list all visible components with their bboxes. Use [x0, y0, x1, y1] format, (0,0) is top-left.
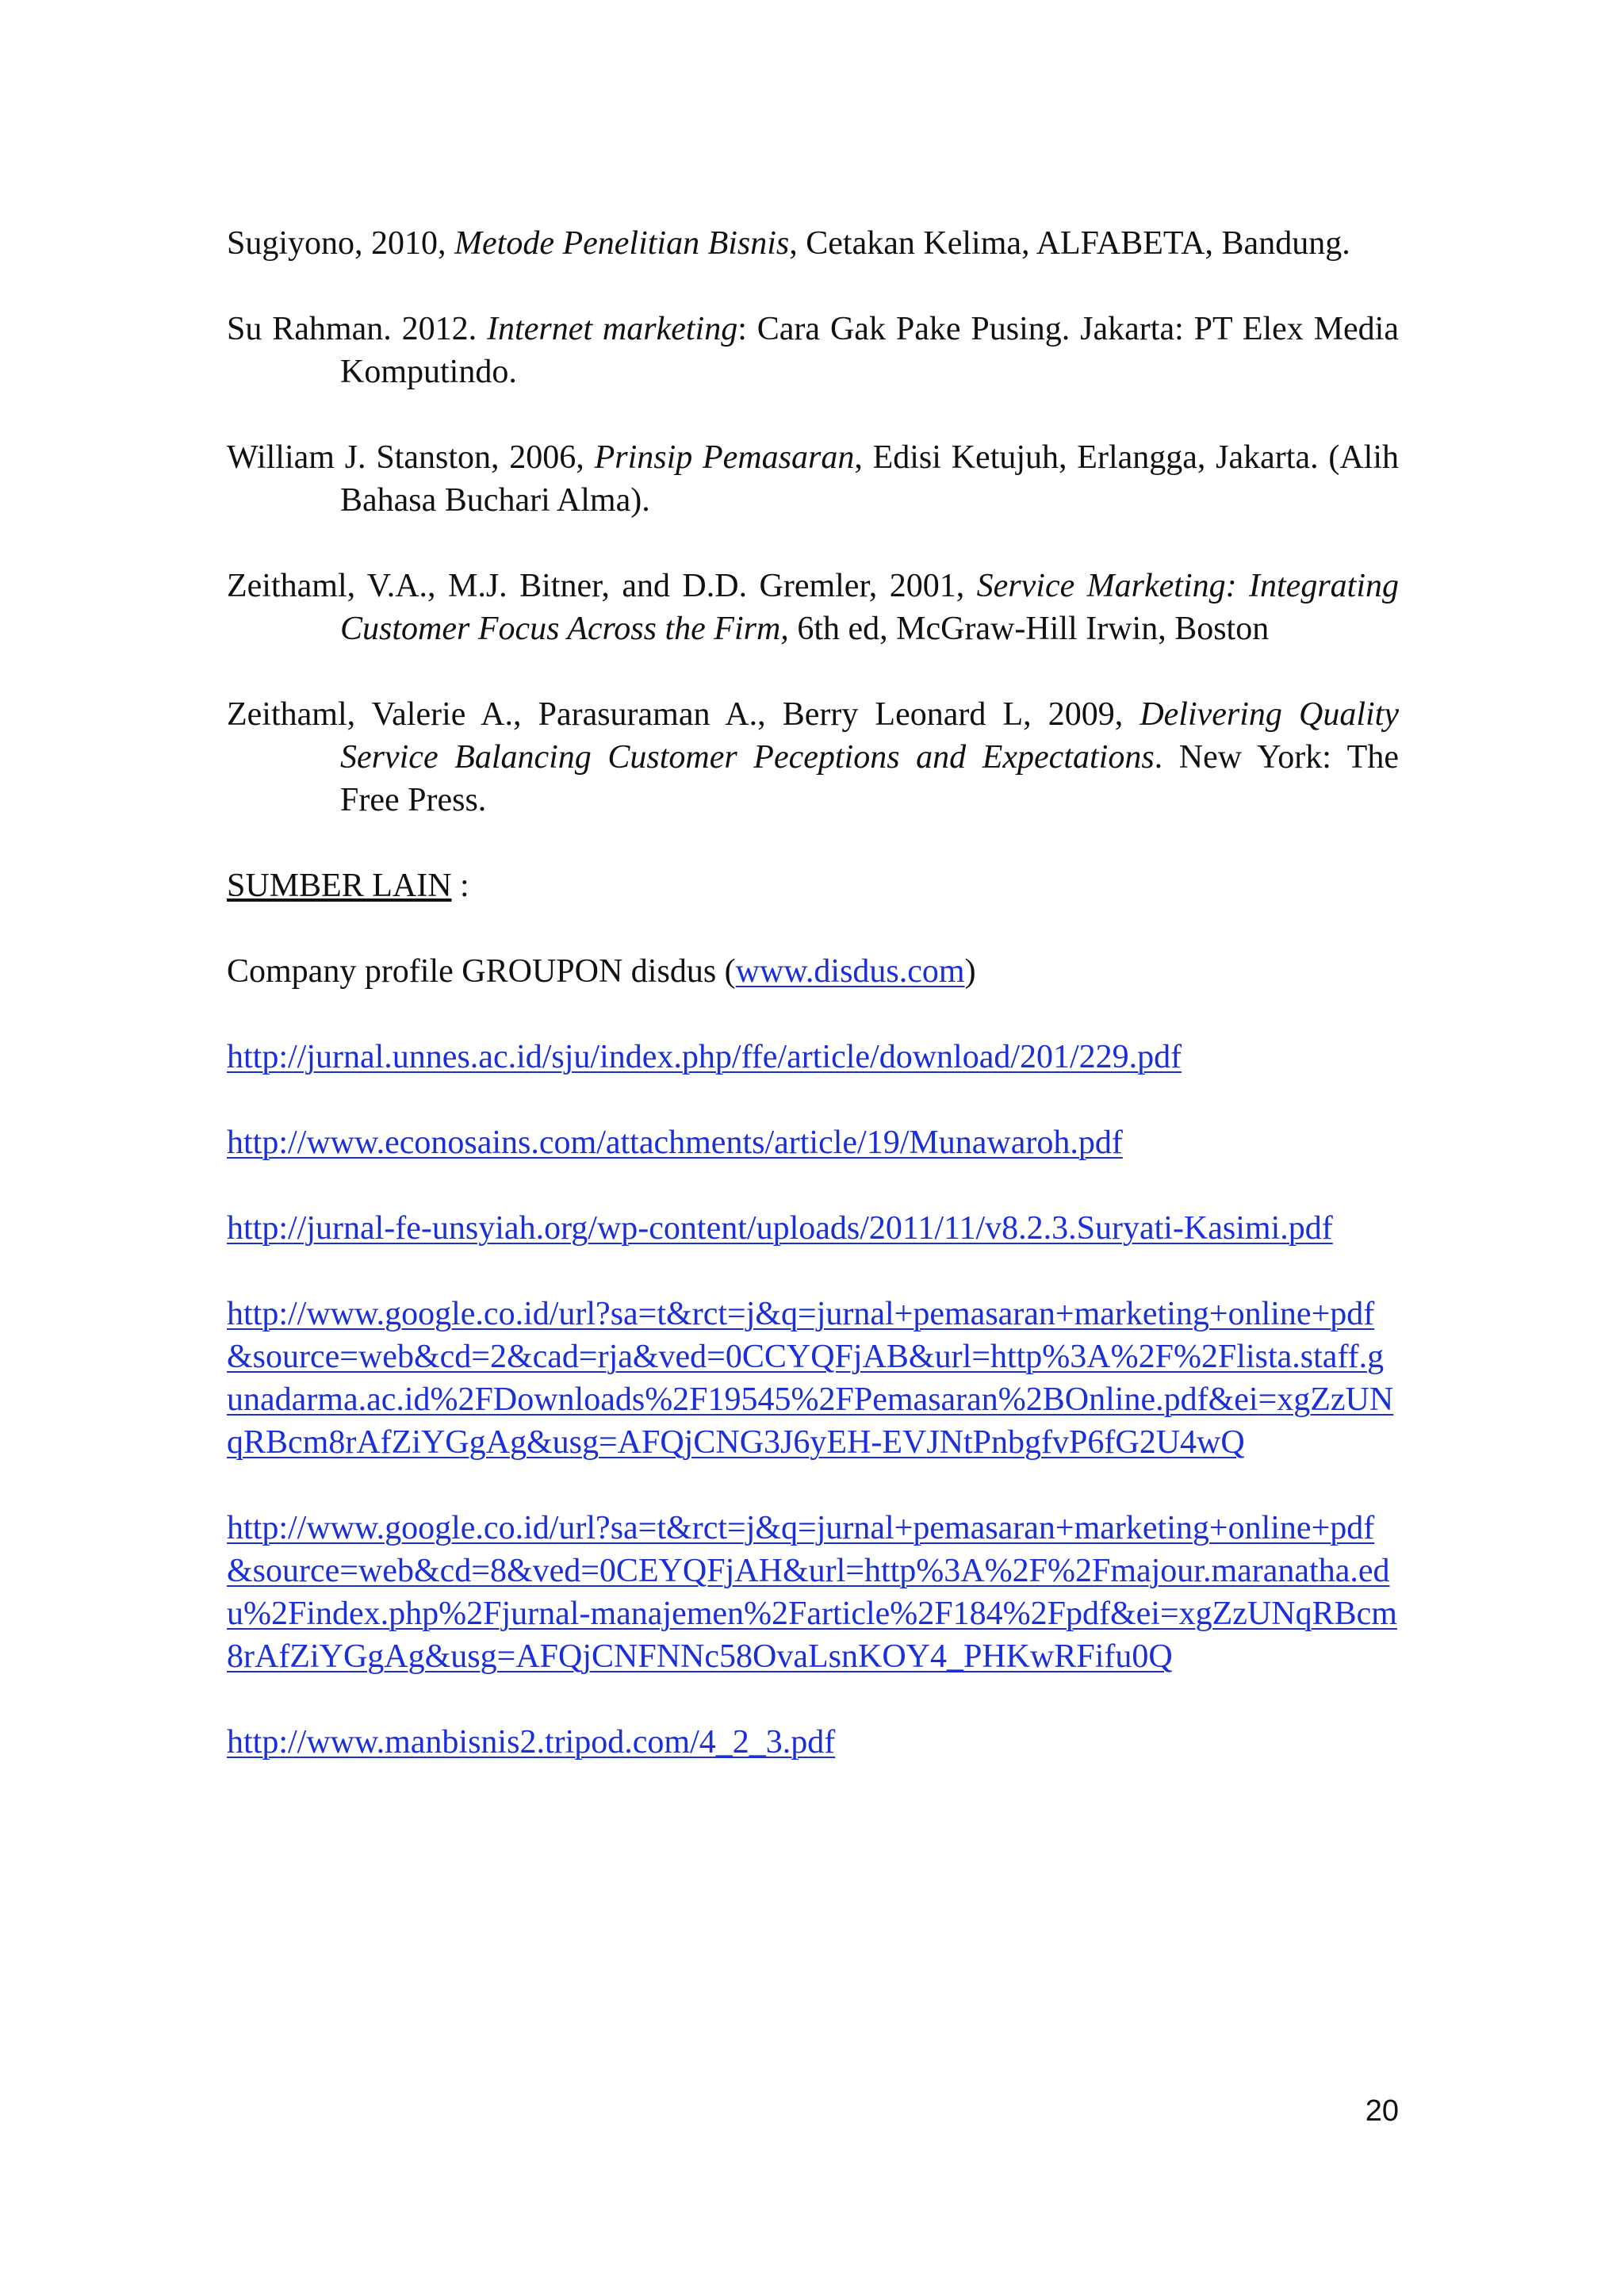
reference-details: , Cetakan Kelima, ALFABETA, Bandung.	[789, 225, 1350, 262]
reference-details: , Edisi Ketujuh, Erlangga, Jakarta. (Alih Bahasa Buchari Alma).	[340, 439, 1400, 519]
disdus-link[interactable]: www.disdus.com	[735, 953, 965, 990]
url-entry	[227, 1721, 1399, 1764]
company-profile-text: Company profile GROUPON disdus (	[227, 953, 736, 990]
reference-details: 6th ed, McGraw-Hill Irwin, Boston	[788, 611, 1270, 647]
reference-details: . New York: The Free Press.	[340, 739, 1399, 818]
reference-title: Prinsip Pemasaran	[594, 439, 855, 476]
url-link[interactable]: http://www.manbisnis2.tripod.com/4_2_3.pdf	[227, 1724, 836, 1761]
other-sources-heading	[227, 864, 1399, 907]
url-link[interactable]: http://www.google.co.id/url?sa=t&rct=j&q=jurnal+pemasaran+marketing+online+pdf&source=web&cd=8&ved=0CEYQFjAH&url=http%3A%2F%2Fmajour.maranatha.edu%2Findex.php%2Fjurnal-manajemen%2Farticle%2F184%2Fpdf&ei=xgZzUNqRBcm8rAfZiYGgAg&usg=AFQjCNFNNc58OvaLsnKOY4_PHKwRFifu0Q	[227, 1510, 1397, 1675]
bibliography	[227, 222, 1399, 1806]
url-entry	[227, 1036, 1399, 1079]
reference-details: : Cara Gak Pake Pusing. Jakarta: PT Elex Media Komputindo.	[340, 311, 1399, 390]
page-number: 20	[1365, 2094, 1399, 2128]
reference-entry	[227, 565, 1399, 650]
heading-colon: :	[451, 868, 469, 904]
reference-title: Service Marketing: Integrating Customer Focus Across the Firm,	[340, 568, 1400, 647]
url-entry	[227, 1121, 1399, 1164]
company-profile-entry	[227, 950, 1399, 993]
reference-title: Delivering Quality Service Balancing Customer Peceptions and Expectations	[340, 696, 1399, 776]
reference-author: Su Rahman. 2012.	[227, 311, 488, 347]
url-link[interactable]: http://jurnal-fe-unsyiah.org/wp-content/uploads/2011/11/v8.2.3.Suryati-Kasimi.pdf	[227, 1210, 1333, 1247]
reference-entry	[227, 693, 1399, 822]
company-profile-close: )	[964, 953, 976, 990]
url-entry	[227, 1293, 1399, 1464]
reference-author: Zeithaml, Valerie A., Parasuraman A., Berry Leonard L, 2009,	[227, 696, 1140, 733]
reference-title: Internet marketing	[487, 311, 738, 347]
reference-entry	[227, 222, 1399, 265]
reference-author: William J. Stanston, 2006,	[227, 439, 595, 476]
reference-entry	[227, 436, 1399, 522]
other-sources-heading-text: SUMBER LAIN	[227, 868, 452, 904]
url-link[interactable]: http://www.econosains.com/attachments/article/19/Munawaroh.pdf	[227, 1125, 1123, 1161]
reference-author: Sugiyono, 2010,	[227, 225, 455, 262]
url-entry	[227, 1507, 1399, 1678]
reference-title: Metode Penelitian Bisnis	[454, 225, 790, 262]
url-entry	[227, 1207, 1399, 1250]
url-link[interactable]: http://www.google.co.id/url?sa=t&rct=j&q=jurnal+pemasaran+marketing+online+pdf&source=web&cd=2&cad=rja&ved=0CCYQFjAB&url=http%3A%2F%2Flista.staff.gunadarma.ac.id%2FDownloads%2F19545%2FPemasaran%2BOnline.pdf&ei=xgZzUNqRBcm8rAfZiYGgAg&usg=AFQjCNG3J6yEH-EVJNtPnbgfvP6fG2U4wQ	[227, 1296, 1394, 1461]
url-link[interactable]: http://jurnal.unnes.ac.id/sju/index.php/ffe/article/download/201/229.pdf	[227, 1039, 1182, 1075]
reference-author: Zeithaml, V.A., M.J. Bitner, and D.D. Gremler, 2001,	[227, 568, 977, 604]
reference-entry	[227, 308, 1399, 393]
